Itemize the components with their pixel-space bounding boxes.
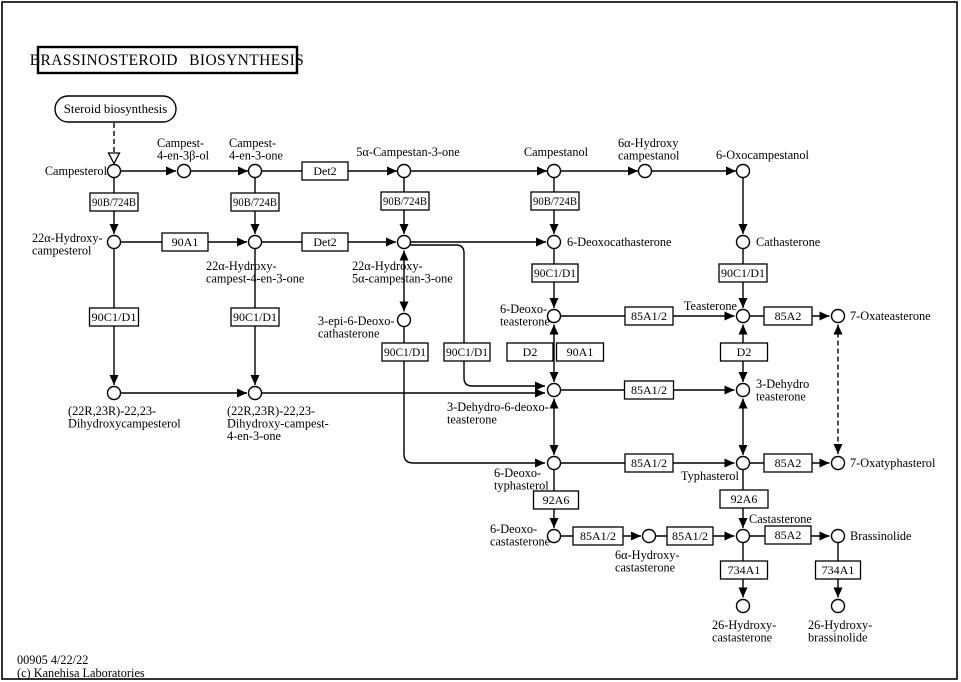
- open-arrowhead-icon: [109, 153, 120, 164]
- enzyme-box-85a2-25[interactable]: [765, 526, 811, 544]
- compound-label-22a-hydroxy-5a-campestan-3-one: [352, 259, 453, 285]
- compound-label-campesterol: [45, 164, 108, 178]
- compound-label-campest-4-en-3-one: [229, 136, 283, 162]
- enzyme-box-90a1-14[interactable]: [557, 343, 604, 361]
- compound-label-line: teasterone: [447, 412, 497, 427]
- enzyme-box-90c1-d1-7[interactable]: [90, 308, 139, 326]
- enzyme-boxes-layer: [90, 162, 861, 579]
- compound-label-line: 7-Oxateasterone: [850, 309, 931, 323]
- enzyme-label: 90A1: [171, 235, 199, 249]
- enzyme-box-85a1-2-18[interactable]: [625, 381, 674, 399]
- compound-label-6a-hydroxy-castasterone: [615, 548, 680, 574]
- compound-label-7-oxateasterone: [850, 309, 931, 323]
- enzyme-label: 90C1/D1: [721, 266, 765, 280]
- enzyme-label: 92A6: [730, 492, 758, 506]
- enzyme-box-734a1-26[interactable]: [721, 561, 768, 579]
- map-link-label: Steroid biosynthesis: [63, 102, 168, 116]
- enzyme-box-85a1-2-23[interactable]: [573, 527, 623, 545]
- enzyme-box-90b-724b-3[interactable]: [531, 192, 579, 210]
- compound-node-7-oxatyphasterol[interactable]: [832, 457, 845, 470]
- compound-label-line: castasterone: [615, 560, 676, 575]
- compound-node-castasterone[interactable]: [737, 530, 750, 543]
- compound-label-line: 4-en-3-one: [229, 148, 283, 163]
- compound-label-22r23r-22-23-dihydroxycampesterol: [68, 404, 181, 430]
- compound-node-campesterol[interactable]: [108, 165, 121, 178]
- enzyme-label: Det2: [313, 164, 337, 178]
- enzyme-box-det2-4[interactable]: [302, 162, 348, 180]
- compound-label-6-deoxocathasterone: [567, 235, 672, 249]
- pathway-id-date: 00905 4/22/22: [17, 653, 89, 667]
- enzyme-box-90b-724b-2[interactable]: [381, 192, 429, 210]
- compound-label-line: 5α-campestan-3-one: [352, 271, 453, 286]
- enzyme-label: 90C1/D1: [233, 310, 277, 324]
- compound-node-6-deoxo-typhasterol[interactable]: [548, 457, 561, 470]
- enzyme-label: 90C1/D1: [384, 345, 426, 359]
- compound-label-line: 7-Oxatyphasterol: [850, 456, 936, 470]
- compound-label-line: 6α-Hydroxy-: [615, 548, 680, 562]
- enzyme-label: 90B/724B: [383, 194, 427, 208]
- compound-label-26-hydroxy-brassinolide: [808, 618, 872, 644]
- enzyme-label: 85A1/2: [631, 383, 667, 397]
- compound-label-7-oxatyphasterol: [850, 456, 936, 470]
- enzyme-label: 85A1/2: [672, 529, 708, 543]
- compound-node-3-dehydroteasterone[interactable]: [737, 384, 750, 397]
- compound-label-cathasterone: [756, 235, 821, 249]
- compound-label-typhasterol: [681, 469, 739, 483]
- page-title: BRASSINOSTEROID BIOSYNTHESIS: [29, 52, 305, 69]
- compound-label-line: 26-Hydroxy-: [712, 618, 777, 632]
- compound-label-6-oxocampestanol: [716, 148, 809, 162]
- compound-label-3-dehydroteasterone: [756, 377, 809, 403]
- enzyme-box-90c1-d1-11[interactable]: [382, 343, 428, 361]
- enzyme-box-92a6-22[interactable]: [720, 490, 768, 508]
- enzyme-box-90b-724b-1[interactable]: [231, 193, 279, 211]
- compound-node-6-deoxocathasterone[interactable]: [548, 236, 561, 249]
- compound-nodes-layer: [108, 165, 845, 613]
- enzyme-box-85a1-2-16[interactable]: [625, 307, 673, 325]
- pathway-title-box: [30, 47, 304, 73]
- enzyme-box-90c1-d1-12[interactable]: [444, 343, 490, 361]
- compound-label-line: 26-Hydroxy-: [808, 618, 873, 632]
- compound-label-line: 6-Deoxo-: [500, 302, 548, 316]
- compound-label-line: brassinolide: [808, 630, 868, 645]
- compound-label-line: campesterol: [32, 243, 92, 258]
- compound-label-line: 6-Deoxo-: [494, 466, 542, 480]
- compound-label-line: Castasterone: [749, 512, 812, 526]
- enzyme-box-92a6-21[interactable]: [534, 491, 579, 509]
- compound-label-line: typhasterol: [494, 478, 549, 493]
- compound-label-line: Dihydroxy-campest-: [227, 416, 329, 431]
- compound-node-26-hydroxy-brassinolide[interactable]: [832, 600, 845, 613]
- compound-label-line: 4-en-3β-ol: [157, 148, 210, 163]
- compound-label-line: teasterone: [500, 314, 550, 329]
- enzyme-label: 85A2: [774, 456, 802, 470]
- compound-label-line: Dihydroxycampesterol: [68, 416, 181, 431]
- compound-node-22a-hydroxy-5a-campestan-3-one[interactable]: [398, 236, 411, 249]
- enzyme-box-85a1-2-19[interactable]: [625, 454, 673, 472]
- compound-label-line: 6-Deoxo-: [490, 522, 538, 536]
- compound-label-22a-hydroxy-campesterol: [32, 231, 103, 257]
- enzyme-box-85a2-20[interactable]: [764, 454, 812, 472]
- compound-node-brassinolide[interactable]: [832, 530, 845, 543]
- compound-label-line: 3-Dehydro-6-deoxo-: [447, 400, 549, 414]
- compound-label-line: castasterone: [712, 630, 773, 645]
- compound-label-line: (22R,23R)-22,23-: [68, 404, 157, 418]
- enzyme-label: D2: [522, 345, 538, 359]
- enzyme-label: 90C1/D1: [446, 345, 488, 359]
- compound-label-line: 22α-Hydroxy-: [32, 231, 103, 245]
- compound-label-line: 3-epi-6-Deoxo-: [318, 314, 395, 328]
- compound-label-line: campest-4-en-3-one: [206, 271, 305, 286]
- enzyme-label: Det2: [313, 235, 337, 249]
- compound-label-3-epi-6-deoxo-cathasterone: [318, 314, 394, 340]
- compound-node-cathasterone[interactable]: [737, 236, 750, 249]
- enzyme-box-d2-15[interactable]: [721, 343, 768, 361]
- compound-label-22a-hydroxy-campest-4-en-3-one: [206, 259, 305, 285]
- compound-label-6-deoxo-typhasterol: [494, 466, 549, 492]
- compound-label-line: 22α-Hydroxy-: [352, 259, 423, 273]
- compound-label-castasterone: [749, 512, 812, 526]
- compound-label-line: Teasterone: [683, 299, 737, 313]
- compound-label-line: 6-Oxocampestanol: [716, 148, 809, 162]
- compound-label-line: 6α-Hydroxy: [618, 136, 679, 150]
- compound-node-typhasterol[interactable]: [737, 457, 750, 470]
- compound-labels-layer: [32, 136, 936, 644]
- enzyme-label: D2: [736, 345, 752, 359]
- compound-label-line: Campest-: [157, 136, 205, 150]
- enzyme-label: 734A1: [821, 563, 855, 577]
- compound-node-7-oxateasterone[interactable]: [832, 310, 845, 323]
- compound-label-line: 22α-Hydroxy-: [206, 259, 277, 273]
- enzyme-label: 85A1/2: [631, 309, 667, 323]
- compound-label-line: Campestanol: [523, 145, 589, 159]
- compound-label-3-dehydro-6-deoxo-teasterone: [447, 400, 549, 426]
- compound-label-line: 4-en-3-one: [227, 428, 281, 443]
- compound-node-teasterone[interactable]: [737, 310, 750, 323]
- compound-node-3-epi-6-deoxo-cathasterone[interactable]: [398, 314, 411, 327]
- compound-node-22a-hydroxy-campesterol[interactable]: [108, 236, 121, 249]
- enzyme-label: 90B/724B: [233, 195, 277, 209]
- enzyme-box-90a1-5[interactable]: [162, 233, 208, 251]
- enzyme-box-90c1-d1-9[interactable]: [532, 264, 578, 282]
- compound-node-3-dehydro-6-deoxo-teasterone[interactable]: [548, 384, 561, 397]
- compound-node-campest-4-en-3b-ol[interactable]: [178, 165, 191, 178]
- compound-label-6-deoxo-castasterone: [490, 522, 551, 548]
- enzyme-box-90c1-d1-8[interactable]: [231, 308, 279, 326]
- enzyme-label: 85A2: [774, 528, 802, 542]
- compound-label-line: Typhasterol: [681, 469, 739, 483]
- compound-node-26-hydroxy-castasterone[interactable]: [737, 600, 750, 613]
- enzyme-label: 92A6: [542, 493, 570, 507]
- compound-label-teasterone: [684, 299, 738, 313]
- compound-label-brassinolide: [850, 529, 912, 543]
- compound-label-line: 3-Dehydro: [756, 377, 810, 391]
- compound-node-22r23r-22-23-dihydroxy-campest-4-en-3-one[interactable]: [249, 387, 262, 400]
- enzyme-box-det2-6[interactable]: [302, 233, 348, 251]
- enzyme-label: 90A1: [566, 345, 594, 359]
- compound-label-line: (22R,23R)-22,23-: [227, 404, 316, 418]
- enzyme-box-734a1-27[interactable]: [816, 561, 861, 579]
- compound-label-line: campestanol: [618, 148, 680, 163]
- enzyme-label: 90B/724B: [533, 194, 577, 208]
- compound-node-6a-hydroxy-campestanol[interactable]: [639, 165, 652, 178]
- enzyme-label: 90B/724B: [92, 195, 136, 209]
- copyright: (c) Kanehisa Laboratories: [17, 666, 145, 680]
- compound-label-line: 6-Deoxocathasterone: [567, 235, 672, 249]
- compound-node-5a-campestan-3-one[interactable]: [398, 165, 411, 178]
- compound-label-line: Campest-: [229, 136, 277, 150]
- compound-node-6-oxocampestanol[interactable]: [737, 165, 750, 178]
- enzyme-label: 90C1/D1: [534, 266, 576, 280]
- compound-label-line: teasterone: [756, 389, 806, 404]
- compound-label-6-deoxo-teasterone: [500, 302, 550, 328]
- compound-node-22r23r-22-23-dihydroxycampesterol[interactable]: [108, 387, 121, 400]
- compound-label-line: Cathasterone: [756, 235, 821, 249]
- enzyme-label: 85A1/2: [580, 529, 616, 543]
- compound-label-campest-4-en-3b-ol: [157, 136, 210, 162]
- compound-node-campestanol[interactable]: [548, 165, 561, 178]
- compound-label-line: Brassinolide: [850, 529, 912, 543]
- compound-label-26-hydroxy-castasterone: [712, 618, 776, 644]
- compound-label-6a-hydroxy-campestanol: [618, 136, 680, 162]
- enzyme-box-85a2-17[interactable]: [764, 307, 812, 325]
- compound-node-campest-4-en-3-one[interactable]: [249, 165, 262, 178]
- compound-label-line: Campesterol: [44, 164, 107, 178]
- compound-label-line: cathasterone: [318, 326, 380, 341]
- enzyme-box-d2-13[interactable]: [507, 343, 553, 361]
- map-link-steroid-biosynthesis[interactable]: [55, 96, 176, 122]
- compound-node-22a-hydroxy-campest-4-en-3-one[interactable]: [249, 236, 262, 249]
- enzyme-label: 85A2: [774, 309, 802, 323]
- enzyme-label: 90C1/D1: [91, 310, 137, 324]
- compound-label-campestanol: [524, 145, 589, 159]
- enzyme-box-90c1-d1-10[interactable]: [719, 264, 767, 282]
- enzyme-label: 85A1/2: [631, 456, 667, 470]
- compound-label-line: castasterone: [490, 534, 551, 549]
- compound-label-22r23r-22-23-dihydroxy-campest-4-en-3-one: [227, 404, 329, 443]
- enzyme-box-85a1-2-24[interactable]: [667, 527, 713, 545]
- enzyme-label: 734A1: [727, 563, 761, 577]
- enzyme-box-90b-724b-0[interactable]: [90, 193, 138, 211]
- compound-label-5a-campestan-3-one: [356, 145, 460, 159]
- compound-node-6a-hydroxy-castasterone[interactable]: [643, 530, 656, 543]
- compound-label-line: 5α-Campestan-3-one: [356, 145, 460, 159]
